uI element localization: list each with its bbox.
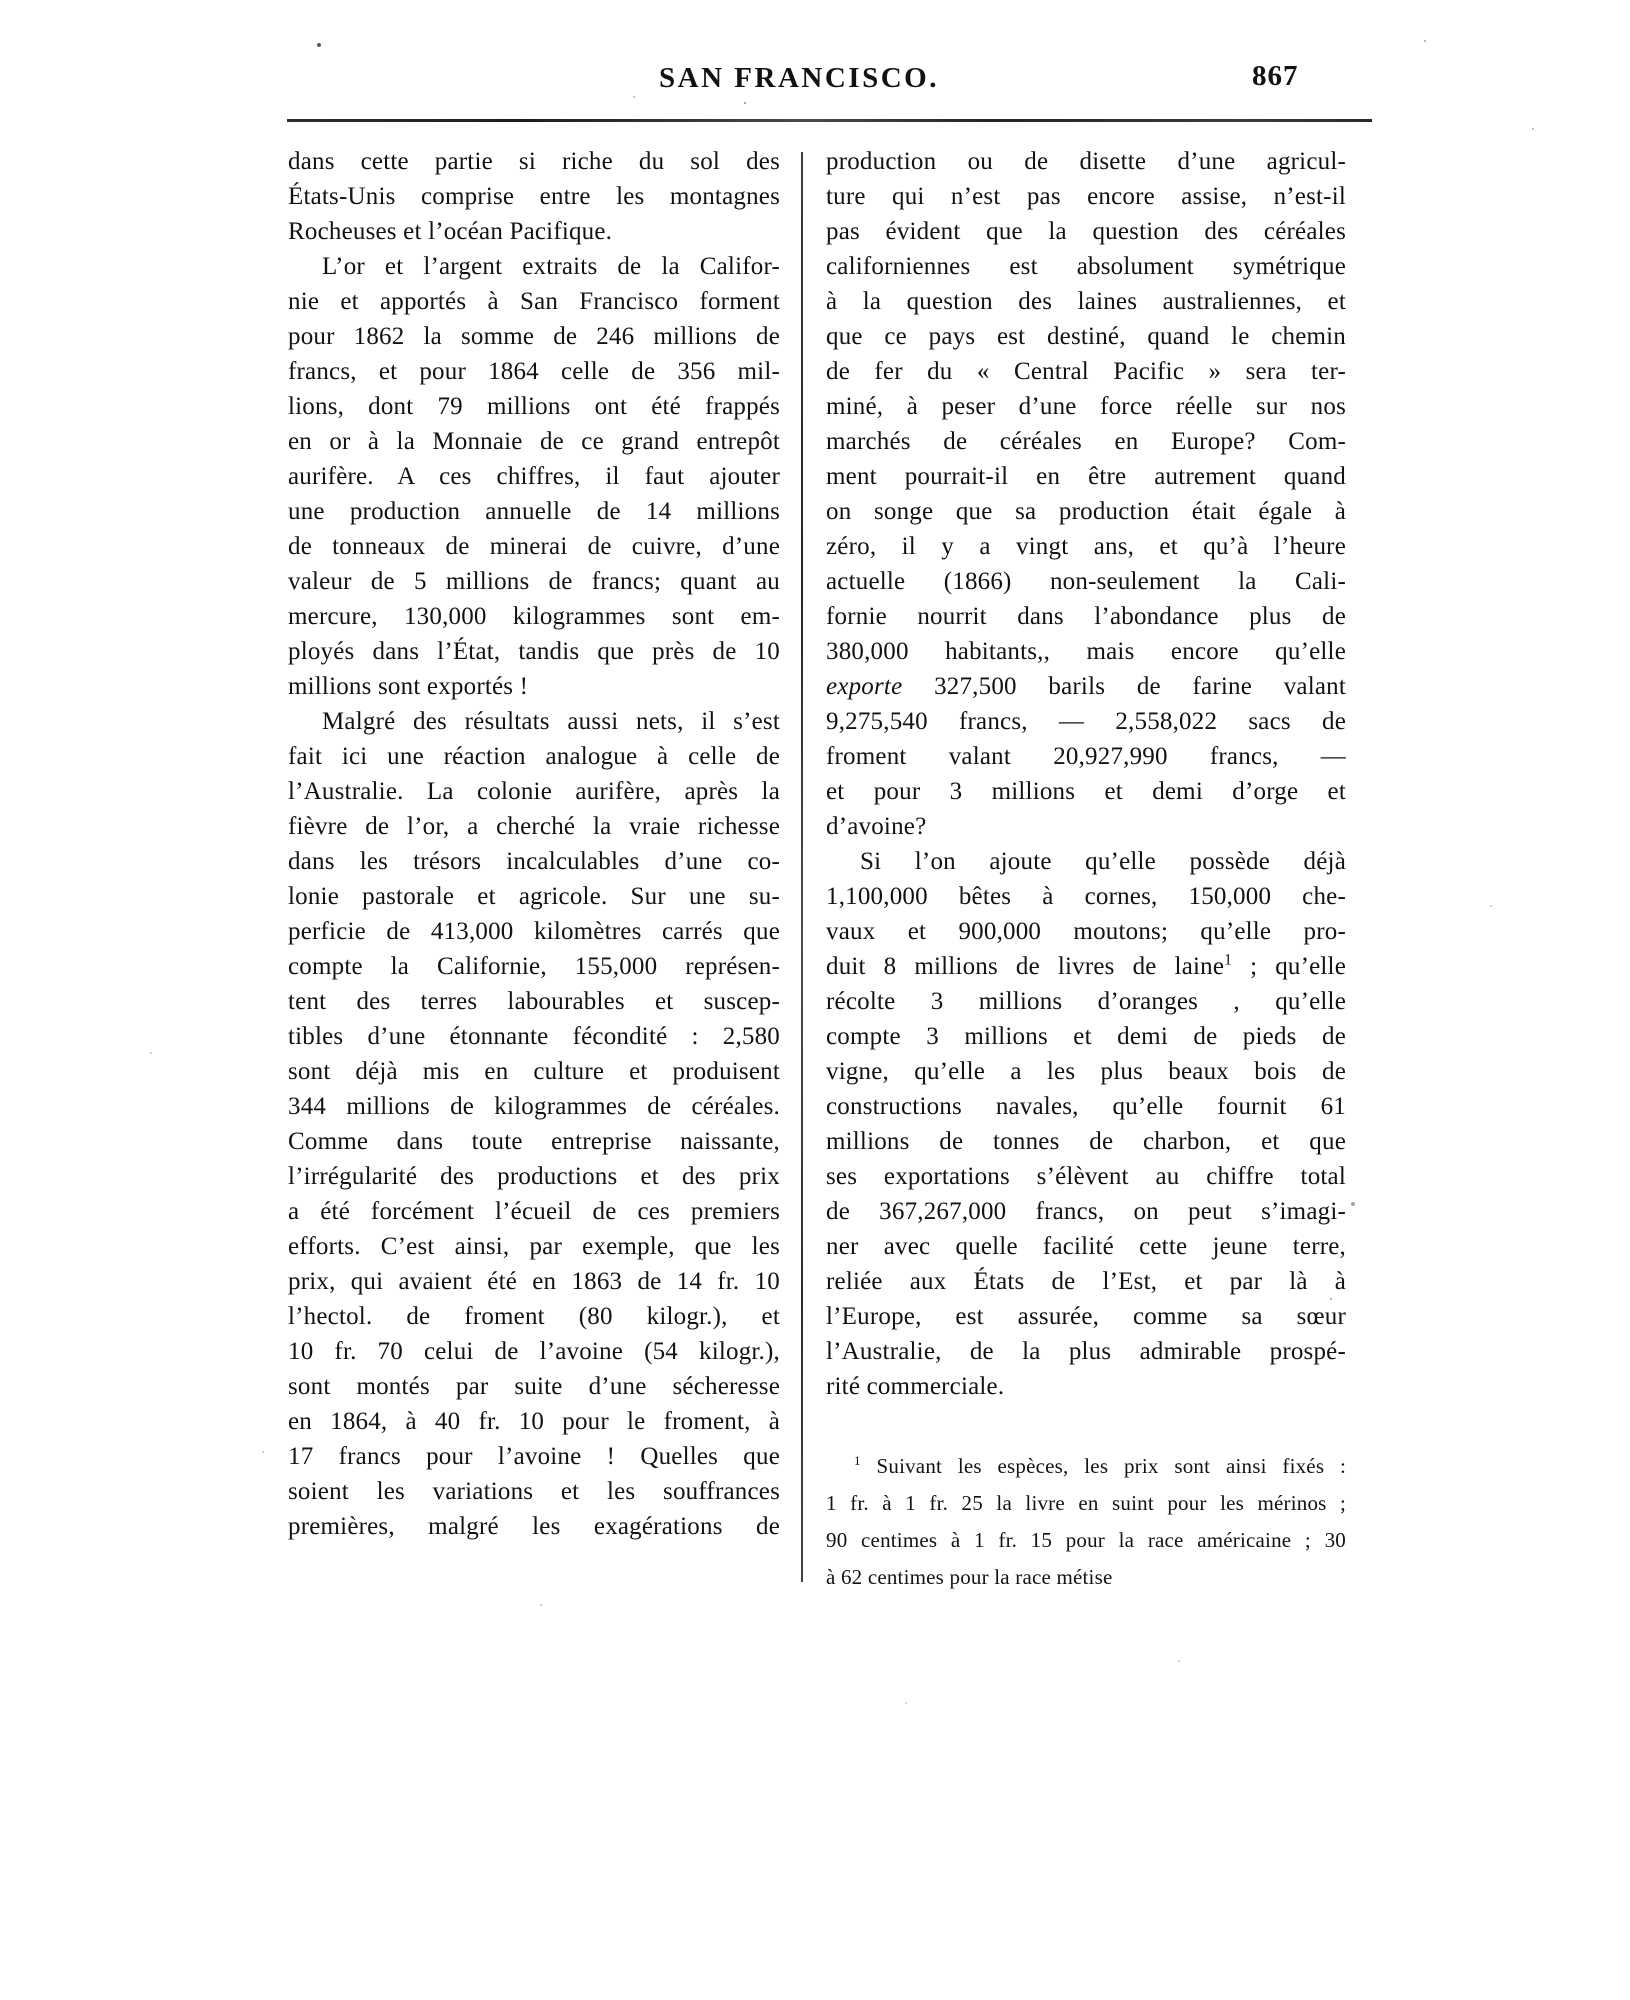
text-line: l’Europe, est assurée, comme sa sœur <box>826 1303 1346 1330</box>
text-line: tibles d’une étonnante fécondité : 2,580 <box>288 1023 780 1050</box>
text-line: rité commerciale. <box>826 1373 1005 1400</box>
paragraph <box>288 249 780 704</box>
right-column <box>826 144 1346 1596</box>
text-line: et pour 3 millions et demi d’orge et <box>826 778 1346 805</box>
text-line: vaux et 900,000 moutons; qu’elle pro- <box>826 918 1346 945</box>
text-line: on songe que sa production était égale à <box>826 498 1346 525</box>
text-line: ner avec quelle facilité cette jeune terre, <box>826 1233 1346 1260</box>
text-line: que ce pays est destiné, quand le chemin <box>826 323 1346 350</box>
text-line: a été forcément l’écueil de ces premiers <box>288 1198 780 1225</box>
text-line: sont déjà mis en culture et produisent <box>288 1058 780 1085</box>
text-line: premières, malgré les exagérations de <box>288 1513 780 1540</box>
text-line: ture qui n’est pas encore assise, n’est-il <box>826 183 1346 210</box>
text-line: Si l’on ajoute qu’elle possède déjà <box>860 848 1346 875</box>
text-line: francs, et pour 1864 celle de 356 mil- <box>288 358 780 385</box>
text-line: prix, qui avaient été en 1863 de 14 fr. 10 <box>288 1268 780 1295</box>
text-line: duit 8 millions de livres de laine$^1$ ; qu’elle <box>826 951 1347 980</box>
text-line: de 367,267,000 francs, on peut s’imagi- <box>826 1198 1346 1225</box>
text-line: production ou de disette d’une agricul- <box>826 148 1346 175</box>
text-line: ment pourrait-il en être autrement quand <box>826 463 1346 490</box>
text-line: Rocheuses et l’océan Pacifique. <box>288 218 613 245</box>
text-line: constructions navales, qu’elle fournit 61 <box>826 1093 1346 1120</box>
footnote <box>826 1448 1346 1596</box>
header-rule <box>287 119 1372 122</box>
text-line: californiennes est absolument symétrique <box>826 253 1346 280</box>
text-line: Comme dans toute entreprise naissante, <box>288 1128 780 1155</box>
text-line: ses exportations s’élèvent au chiffre total <box>826 1163 1346 1190</box>
text-line: mercure, 130,000 kilogrammes sont em- <box>288 603 780 630</box>
text-line: l’hectol. de froment (80 kilogr.), et <box>288 1303 780 1330</box>
text-line: fièvre de l’or, a cherché la vraie richesse <box>288 813 780 840</box>
left-column <box>288 144 780 1544</box>
text-line: en or à la Monnaie de ce grand entrepôt <box>288 428 780 455</box>
text-line: perficie de 413,000 kilomètres carrés que <box>288 918 780 945</box>
text-line: 380,000 habitants,, mais encore qu’elle <box>826 638 1346 665</box>
text-line: millions de tonnes de charbon, et que <box>826 1128 1346 1155</box>
text-line: froment valant 20,927,990 francs, — <box>826 743 1346 770</box>
text-line: lions, dont 79 millions ont été frappés <box>288 393 780 420</box>
text-line: valeur de 5 millions de francs; quant au <box>288 568 780 595</box>
text-line: soient les variations et les souffrances <box>288 1478 780 1505</box>
text-line: en 1864, à 40 fr. 10 pour le froment, à <box>288 1408 780 1435</box>
text-line: fornie nourrit dans l’abondance plus de <box>826 603 1346 630</box>
paragraph <box>826 1448 1346 1596</box>
text-line: l’Australie. La colonie aurifère, après la <box>288 778 780 805</box>
text-line: de tonneaux de minerai de cuivre, d’une <box>288 533 780 560</box>
text-line: fait ici une réaction analogue à celle de <box>288 743 780 770</box>
text-line: à 62 centimes pour la race métise <box>826 1565 1113 1589</box>
text-line: miné, à peser d’une force réelle sur nos <box>826 393 1346 420</box>
text-line: aurifère. A ces chiffres, il faut ajouter <box>288 463 780 490</box>
text-line: 1 fr. à 1 fr. 25 la livre en suint pour les mérinos ; <box>826 1491 1346 1515</box>
text-line: efforts. C’est ainsi, par exemple, que les <box>288 1233 780 1260</box>
text-line: Malgré des résultats aussi nets, il s’est <box>322 708 780 735</box>
text-line: pas évident que la question des céréales <box>826 218 1346 245</box>
column-divider <box>801 152 803 1582</box>
text-line: reliée aux États de l’Est, et par là à <box>826 1268 1346 1295</box>
text-line: millions sont exportés ! <box>288 673 529 700</box>
text-line: de fer du « Central Pacific » sera ter- <box>826 358 1346 385</box>
text-line: dans cette partie si riche du sol des <box>288 148 780 175</box>
paragraph <box>288 144 780 249</box>
text-line: l’irrégularité des productions et des prix <box>288 1163 780 1190</box>
text-line: récolte 3 millions d’oranges , qu’elle <box>826 988 1346 1015</box>
text-line: 344 millions de kilogrammes de céréales. <box>288 1093 780 1120</box>
text-line: nie et apportés à San Francisco forment <box>288 288 780 315</box>
paragraph <box>826 844 1346 1404</box>
paragraph <box>288 704 780 1544</box>
text-line: 10 fr. 70 celui de l’avoine (54 kilogr.), <box>288 1338 780 1365</box>
text-line: compte 3 millions et demi de pieds de <box>826 1023 1346 1050</box>
text-line: 90 centimes à 1 fr. 15 pour la race américaine ; 30 <box>826 1528 1346 1552</box>
scan-noise-speckles <box>0 0 2 2</box>
text-line: tent des terres labourables et suscep- <box>288 988 780 1015</box>
text-line: marchés de céréales en Europe? Com- <box>826 428 1346 455</box>
page-number: 867 <box>1252 60 1299 92</box>
text-line: d’avoine? <box>826 813 927 840</box>
text-line: 1,100,000 bêtes à cornes, 150,000 che- <box>826 883 1346 910</box>
text-line: 17 francs pour l’avoine ! Quelles que <box>288 1443 780 1470</box>
text-line: dans les trésors incalculables d’une co- <box>288 848 780 875</box>
text-line: 9,275,540 francs, — 2,558,022 sacs de <box>826 708 1346 735</box>
text-line: une production annuelle de 14 millions <box>288 498 780 525</box>
paragraph <box>826 144 1346 844</box>
text-line: l’Australie, de la plus admirable prospé- <box>826 1338 1346 1365</box>
text-line: L’or et l’argent extraits de la Califor- <box>322 253 780 280</box>
text-line: actuelle (1866) non-seulement la Cali- <box>826 568 1346 595</box>
running-title: SAN FRANCISCO. <box>659 62 939 94</box>
text-line: compte la Californie, 155,000 représen- <box>288 953 780 980</box>
text-line: $^1$ Suivant les espèces, les prix sont ainsi fixés : <box>854 1453 1346 1478</box>
text-line: exporte 327,500 barils de farine valant <box>826 673 1346 700</box>
text-line: pour 1862 la somme de 246 millions de <box>288 323 780 350</box>
text-line: lonie pastorale et agricole. Sur une su- <box>288 883 780 910</box>
text-line: sont montés par suite d’une sécheresse <box>288 1373 780 1400</box>
text-line: États-Unis comprise entre les montagnes <box>288 183 780 210</box>
text-line: à la question des laines australiennes, et <box>826 288 1346 315</box>
text-line: zéro, il y a vingt ans, et qu’à l’heure <box>826 533 1346 560</box>
text-line: vigne, qu’elle a les plus beaux bois de <box>826 1058 1346 1085</box>
text-line: ployés dans l’État, tandis que près de 10 <box>288 638 780 665</box>
